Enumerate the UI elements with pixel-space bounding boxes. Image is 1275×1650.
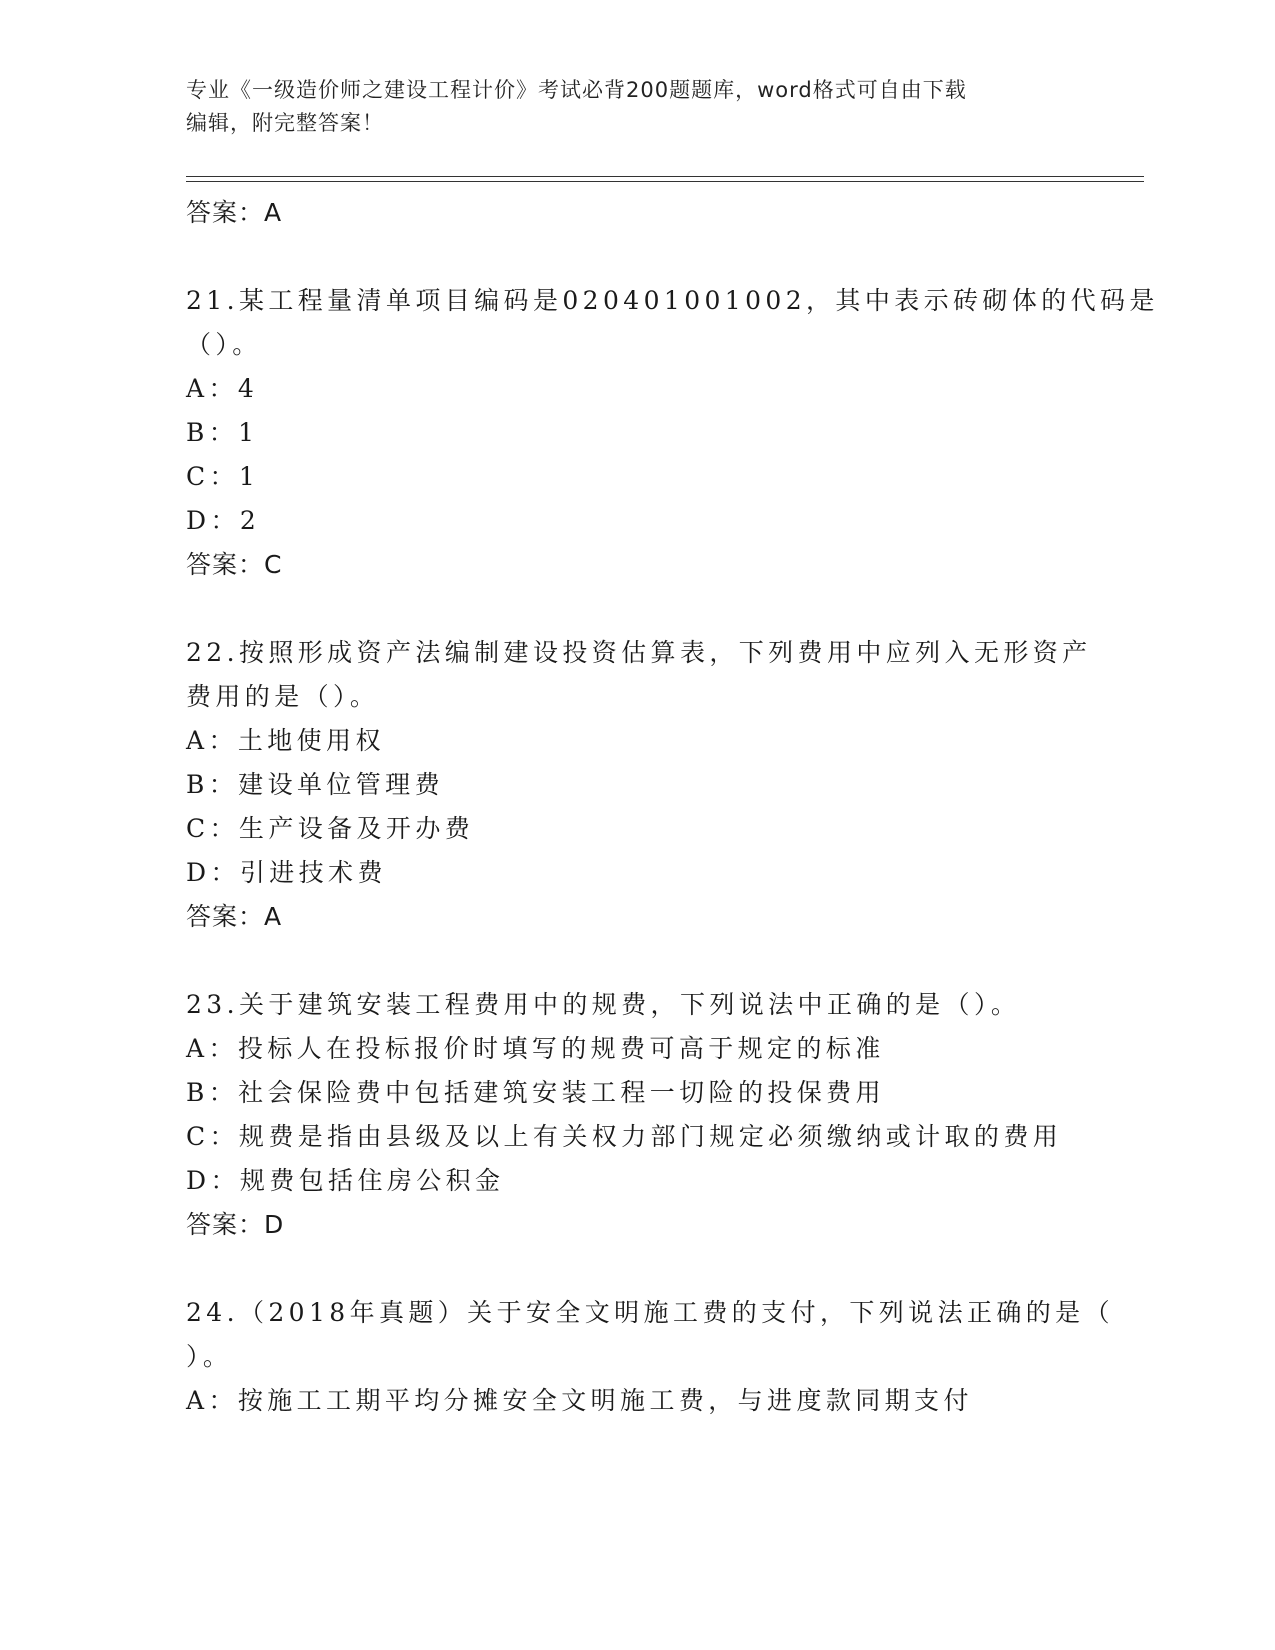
question-22-text-cont: 费用的是（）。 — [186, 682, 380, 711]
question-21-option-b: B：1 — [186, 418, 259, 447]
answer-21: 答案：C — [186, 550, 283, 579]
question-24-option-a: A：按施工工期平均分摊安全文明施工费，与进度款同期支付 — [186, 1386, 973, 1415]
header-line-1: 专业《一级造价师之建设工程计价》考试必背200题题库，word格式可自由下载 — [186, 78, 967, 102]
question-24-text-cont: ）。 — [186, 1342, 233, 1371]
question-23-text: 23.关于建筑安装工程费用中的规费，下列说法中正确的是（）。 — [186, 990, 1021, 1019]
page-header — [186, 74, 1066, 140]
question-23-option-c: C：规费是指由县级及以上有关权力部门规定必须缴纳或计取的费用 — [186, 1122, 1063, 1151]
header-rule-top — [186, 176, 1144, 177]
answer-23: 答案：D — [186, 1210, 285, 1239]
question-21-text: 21.某工程量清单项目编码是020401001002，其中表示砖砌体的代码是 — [186, 286, 1159, 315]
question-21-option-c: C：1 — [186, 462, 260, 491]
header-rule-bottom — [186, 181, 1144, 182]
answer-20: 答案：A — [186, 198, 283, 227]
question-21-option-a: A：4 — [186, 374, 259, 403]
question-22-option-b: B：建设单位管理费 — [186, 770, 444, 799]
question-24-text: 24.（2018年真题）关于安全文明施工费的支付，下列说法正确的是（ — [186, 1298, 1114, 1327]
question-22-text: 22.按照形成资产法编制建设投资估算表，下列费用中应列入无形资产 — [186, 638, 1092, 667]
question-23-option-d: D：规费包括住房公积金 — [186, 1166, 505, 1195]
answer-22: 答案：A — [186, 902, 283, 931]
question-23-option-b: B：社会保险费中包括建筑安装工程一切险的投保费用 — [186, 1078, 885, 1107]
question-21-text-cont: （）。 — [186, 330, 262, 359]
question-22-option-d: D：引进技术费 — [186, 858, 387, 887]
question-22-option-c: C：生产设备及开办费 — [186, 814, 475, 843]
question-21-option-d: D：2 — [186, 506, 261, 535]
question-22-option-a: A：土地使用权 — [186, 726, 385, 755]
question-23-option-a: A：投标人在投标报价时填写的规费可高于规定的标准 — [186, 1034, 885, 1063]
header-line-2: 编辑，附完整答案！ — [186, 111, 384, 135]
